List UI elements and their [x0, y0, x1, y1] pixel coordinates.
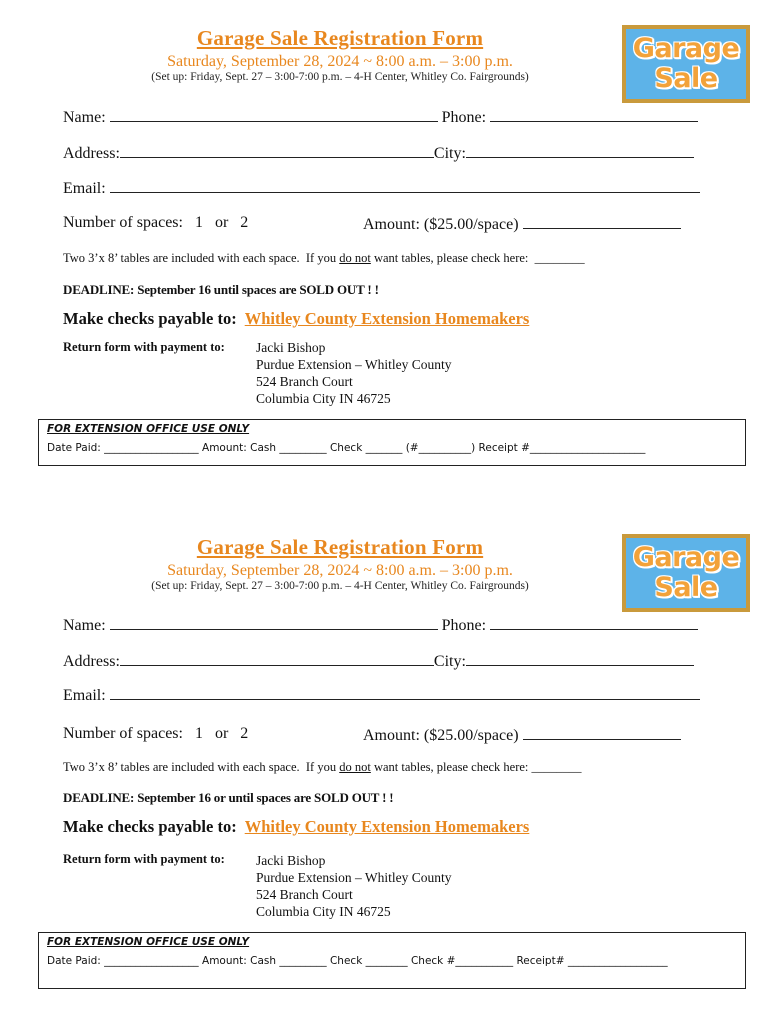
phone-label: Phone:: [441, 617, 487, 634]
tables-note-end: want tables, please check here: ________: [370, 760, 582, 774]
address-label: Address:: [63, 653, 120, 670]
spaces-row: [63, 214, 248, 232]
form-title: Garage Sale Registration Form: [196, 26, 484, 50]
address-line: Columbia City IN 46725: [256, 391, 391, 406]
logo-line-2: Sale: [654, 63, 718, 94]
amount-label: Amount: ($25.00/space): [363, 727, 519, 744]
tables-note-emphasis: do not: [339, 760, 371, 774]
tables-note: [63, 251, 585, 266]
office-use-heading: FOR EXTENSION OFFICE USE ONLY: [47, 423, 250, 435]
address-field[interactable]: [120, 143, 434, 158]
office-use-line: Date Paid: __________________ Amount: Cash _________ Check ________ Check #___________ Receipt# ___________________: [47, 955, 668, 967]
name-field[interactable]: [110, 615, 438, 630]
amount-row: [363, 214, 681, 234]
name-row: [63, 615, 698, 635]
registration-form-2: [0, 509, 770, 1021]
address-line: Columbia City IN 46725: [256, 904, 391, 919]
address-line: 524 Branch Court: [256, 374, 353, 389]
payable-org: Whitley County Extension Homemakers: [244, 817, 530, 836]
payable-row: [63, 817, 529, 837]
address-field[interactable]: [120, 651, 434, 666]
logo-line-1: Garage: [632, 33, 740, 64]
mailing-address: [256, 339, 452, 407]
event-date: Saturday, September 28, 2024 ~ 8:00 a.m. – 3:00 p.m.: [167, 53, 513, 70]
email-field[interactable]: [110, 685, 700, 700]
payable-org: Whitley County Extension Homemakers: [244, 309, 530, 328]
email-label: Email:: [63, 180, 106, 197]
phone-field[interactable]: [490, 615, 698, 630]
city-label: City:: [433, 145, 466, 162]
amount-label: Amount: ($25.00/space): [363, 216, 519, 233]
amount-field[interactable]: [523, 725, 681, 740]
office-use-box: [38, 932, 746, 989]
payable-row: [63, 309, 529, 329]
spaces-label: Number of spaces: 1 or 2: [63, 214, 249, 231]
event-date: Saturday, September 28, 2024 ~ 8:00 a.m. – 3:00 p.m.: [167, 562, 513, 579]
tables-note: [63, 760, 582, 775]
setup-info: (Set up: Friday, Sept. 27 – 3:00-7:00 p.m. – 4-H Center, Whitley Co. Fairgrounds): [151, 71, 529, 83]
form-title: Garage Sale Registration Form: [196, 535, 484, 559]
email-row: [63, 178, 700, 198]
phone-label: Phone:: [441, 109, 487, 126]
spaces-label: Number of spaces: 1 or 2: [63, 725, 249, 742]
payable-label: Make checks payable to:: [63, 817, 237, 836]
city-field[interactable]: [466, 143, 694, 158]
payable-label: Make checks payable to:: [63, 309, 237, 328]
deadline-text: DEADLINE: September 16 or until spaces are SOLD OUT ! !: [63, 790, 394, 805]
office-use-box: [38, 419, 746, 466]
name-field[interactable]: [110, 107, 438, 122]
amount-row: [363, 725, 681, 745]
address-line: Purdue Extension – Whitley County: [256, 870, 452, 885]
address-line: Purdue Extension – Whitley County: [256, 357, 452, 372]
logo-line-1: Garage: [632, 542, 740, 573]
garage-sale-logo: [622, 534, 750, 612]
email-label: Email:: [63, 687, 106, 704]
return-label: Return form with payment to:: [63, 852, 225, 866]
tables-note-emphasis: do not: [339, 251, 371, 265]
address-row: [63, 651, 694, 671]
amount-field[interactable]: [523, 214, 681, 229]
tables-note-start: Two 3’x 8’ tables are included with each space. If you: [63, 251, 340, 265]
mailing-address: [256, 852, 452, 920]
address-line: Jacki Bishop: [256, 853, 326, 868]
setup-info: (Set up: Friday, Sept. 27 – 3:00-7:00 p.m. – 4-H Center, Whitley Co. Fairgrounds): [151, 580, 529, 592]
phone-field[interactable]: [490, 107, 698, 122]
spaces-row: [63, 725, 248, 743]
garage-sale-logo: [622, 25, 750, 103]
address-row: [63, 143, 694, 163]
tables-note-end: want tables, please check here: ________: [370, 251, 585, 265]
address-label: Address:: [63, 145, 120, 162]
office-use-line: Date Paid: __________________ Amount: Cash _________ Check _______ (#__________) Receipt #______________________: [47, 442, 646, 454]
logo-line-2: Sale: [654, 572, 718, 603]
name-row: [63, 107, 698, 127]
name-label: Name:: [63, 617, 106, 634]
name-label: Name:: [63, 109, 106, 126]
office-use-heading: FOR EXTENSION OFFICE USE ONLY: [47, 936, 250, 948]
deadline-text: DEADLINE: September 16 until spaces are SOLD OUT ! !: [63, 282, 379, 297]
address-line: 524 Branch Court: [256, 887, 353, 902]
return-label: Return form with payment to:: [63, 340, 225, 354]
city-field[interactable]: [466, 651, 694, 666]
email-row: [63, 685, 700, 705]
email-field[interactable]: [110, 178, 700, 193]
tables-note-start: Two 3’x 8’ tables are included with each space. If you: [63, 760, 340, 774]
address-line: Jacki Bishop: [256, 340, 326, 355]
city-label: City:: [433, 653, 466, 670]
